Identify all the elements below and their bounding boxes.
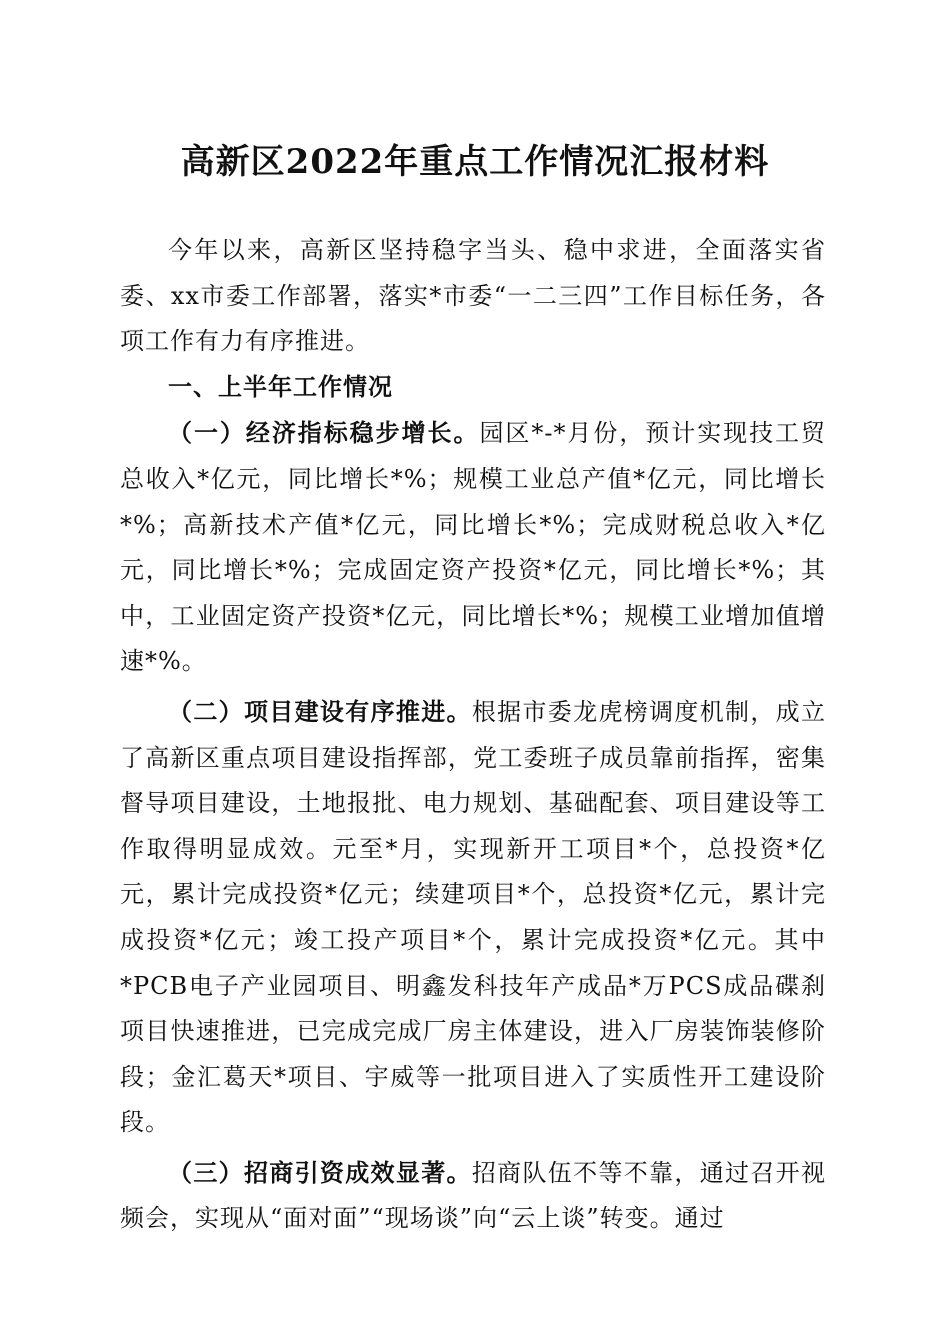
intro-paragraph: 今年以来，高新区坚持稳字当头、稳中求进，全面落实省委、xx市委工作部署，落实*市委“一二三四”工作目标任务，各项工作有力有序推进。 [120,236,826,356]
paragraph-text: 园区*-*月份，预计实现技工贸总收入*亿元，同比增长*%；规模工业总产值*亿元，同比增长*%；高新技术产值*亿元，同比增长*%；完成财税总收入*亿元，同比增长*%；完成固定资产投资*亿元，同比增长*%；其中，工业固定资产投资*亿元，同比增长*%；规模工业增加值增速*%。 [120,419,827,676]
paragraph-lead: （一）经济指标稳步增长。 [168,418,480,448]
document-body [120,228,826,1242]
paragraph-lead: （二）项目建设有序推进。 [168,696,472,726]
paragraph-text: 根据市委龙虎榜调度机制，成立了高新区重点项目建设指挥部，党工委班子成员靠前指挥，密集督导项目建设，土地报批、电力规划、基础配套、项目建设等工作取得明显成效。元至*月，实现新开工项目*个，总投资*亿元，累计完成投资*亿元；续建项目*个，总投资*亿元，累计完成投资*亿元；竣工投产项目*个，累计完成投资*亿元。其中*PCB电子产业园项目、明鑫发科技年产成品*万PCS成品碟刹项目快速推进，已完成完成厂房主体建设，进入厂房装饰装修阶段；金汇葛天*项目、宇威等一批项目进入了实质性开工建设阶段。 [120,697,827,1137]
paragraph-economic-indicators [120,410,826,685]
paragraph-investment-attraction [120,1150,826,1242]
paragraph-lead: （三）招商引资成效显著。 [168,1157,472,1187]
document-title: 高新区2022年重点工作情况汇报材料 [180,142,770,182]
paragraph-project-construction [120,689,826,1146]
section-heading: 一、上半年工作情况 [168,372,393,401]
paragraph-text: 招商队伍不等不靠，通过召开视频会，实现从“面对面”“现场谈”向“云上谈”转变。通过 [120,1158,827,1233]
